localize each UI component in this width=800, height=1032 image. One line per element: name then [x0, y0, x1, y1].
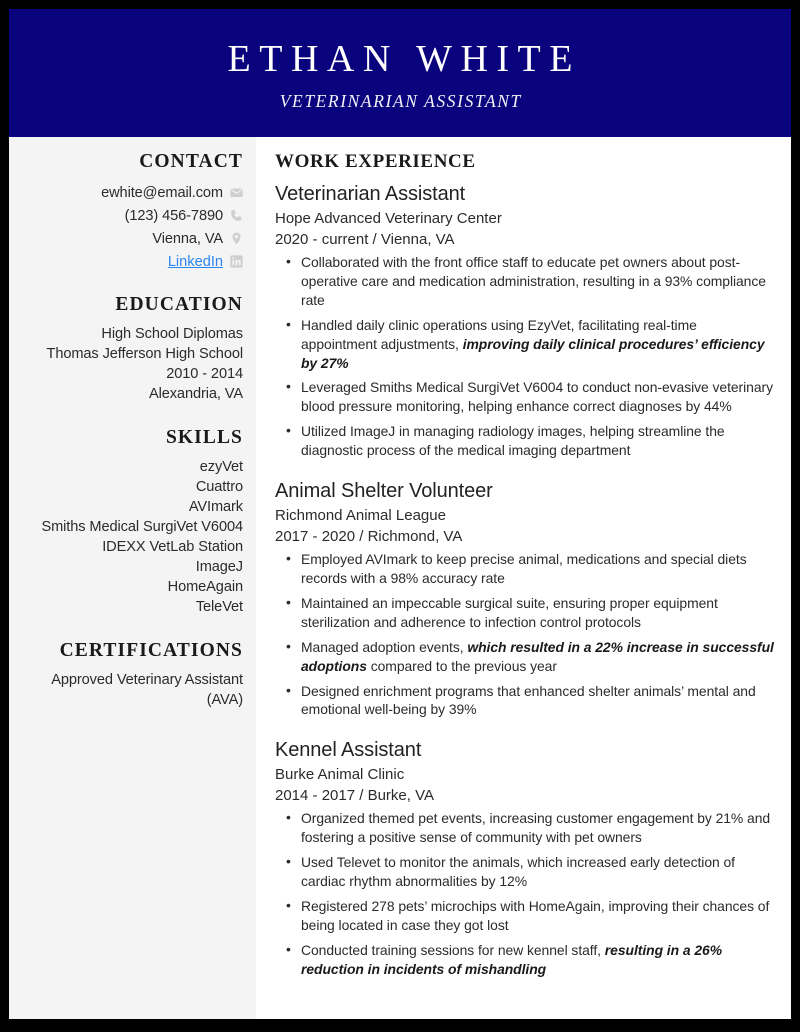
job-bullet: • Conducted training sessions for new kennel staff, resulting in a 26% reduction in incidents of mishandling — [275, 941, 775, 979]
contact-section — [17, 151, 243, 272]
candidate-role: VETERINARIAN ASSISTANT — [279, 91, 522, 112]
main-column — [256, 137, 791, 1019]
skill-item-7: TeleVet — [195, 598, 243, 615]
contact-item-2 — [17, 228, 243, 249]
certifications-list — [17, 671, 243, 711]
education-line-3: Alexandria, VA — [148, 385, 243, 402]
job-bullet-list — [275, 809, 775, 978]
job-entry — [275, 479, 775, 719]
education-list — [17, 325, 243, 405]
education-line-2: 2010 - 2014 — [166, 365, 243, 382]
skills-list — [17, 458, 243, 618]
education-section — [17, 294, 243, 405]
job-bullet: • Handled daily clinic operations using EzyVet, facilitating real-time appointment adjustments, improving daily clinical procedures’ efficiency by 27% — [275, 316, 775, 373]
contact-item-0 — [17, 182, 243, 203]
job-bullet-list — [275, 550, 775, 719]
skills-heading: SKILLS — [165, 426, 243, 448]
linkedin-icon — [230, 255, 243, 268]
education-heading: EDUCATION — [115, 294, 243, 315]
certification-item-0: Approved Veterinary Assistant (AVA) — [51, 671, 243, 708]
job-bullet: • Utilized ImageJ in managing radiology images, helping streamline the diagnostic process of the medical imaging department — [275, 422, 775, 460]
contact-item-label[interactable]: LinkedIn — [167, 253, 223, 270]
contact-heading: CONTACT — [139, 151, 243, 172]
job-title: Kennel Assistant — [275, 739, 422, 762]
job-title: Animal Shelter Volunteer — [275, 480, 493, 503]
certifications-section — [17, 640, 243, 711]
phone-icon — [230, 209, 243, 222]
job-entry — [275, 182, 775, 460]
resume-page — [9, 9, 791, 1019]
skills-section — [17, 427, 243, 618]
job-list — [275, 182, 775, 979]
skill-item-1: Cuattro — [195, 478, 243, 495]
job-company: Hope Advanced Veterinary Center — [275, 210, 502, 227]
location-pin-icon — [230, 232, 243, 245]
bullet-highlight: improving daily clinical procedures’ efficiency by 27% — [301, 335, 765, 371]
envelope-icon — [230, 186, 243, 199]
job-bullet: • Designed enrichment programs that enhanced shelter animals’ mental and emotional well-being by 39% — [275, 682, 775, 720]
job-bullet-list — [275, 253, 775, 460]
job-company: Burke Animal Clinic — [275, 766, 405, 784]
job-bullet: • Leveraged Smiths Medical SurgiVet V6004 to conduct non-evasive veterinary blood pressure monitoring, helping enhance correct diagnoses by 44% — [275, 378, 775, 416]
sidebar — [9, 137, 256, 1019]
bullet-highlight: resulting in a 26% reduction in incidents of mishandling — [301, 941, 723, 977]
job-bullet: • Managed adoption events, which resulted in a 22% increase in successful adoptions compared to the previous year — [275, 638, 775, 676]
contact-item-label: ewhite@email.com — [101, 184, 223, 201]
job-title: Veterinarian Assistant — [275, 183, 466, 205]
resume-body — [9, 137, 791, 1019]
job-bullet: • Organized themed pet events, increasing customer engagement by 21% and fostering a positive sense of community with pet owners — [275, 809, 775, 847]
skill-item-2: AVImark — [188, 498, 243, 515]
skill-item-4: IDEXX VetLab Station — [102, 538, 243, 555]
contact-item-3[interactable] — [17, 251, 243, 272]
contact-item-1 — [17, 205, 243, 226]
education-line-1: Thomas Jefferson High School — [46, 345, 243, 362]
candidate-name: ETHAN WHITE — [227, 37, 581, 80]
job-dates-location: 2020 - current / Vienna, VA — [275, 231, 455, 248]
job-bullet: • Collaborated with the front office staff to educate pet owners about post-operative care and medication administration, resulting in a 93% compliance rate — [275, 253, 775, 310]
bullet-highlight: which resulted in a 22% increase in successful adoptions — [301, 638, 774, 674]
skill-item-0: ezyVet — [199, 458, 243, 475]
job-company: Richmond Animal League — [275, 507, 446, 525]
job-bullet: • Employed AVImark to keep precise animal, medications and special diets records with a 98% accuracy rate — [275, 550, 775, 588]
certifications-heading: CERTIFICATIONS — [59, 639, 243, 661]
skill-item-5: ImageJ — [195, 558, 243, 575]
skill-item-6: HomeAgain — [167, 578, 243, 595]
job-bullet: • Used Televet to monitor the animals, which increased early detection of cardiac rhythm abnormalities by 12% — [275, 853, 775, 891]
job-bullet: • Registered 278 pets’ microchips with HomeAgain, improving their chances of being located in case they got lost — [275, 897, 775, 935]
job-bullet: • Maintained an impeccable surgical suite, ensuring proper equipment sterilization and adherence to infection control protocols — [275, 594, 775, 632]
skill-item-3: Smiths Medical SurgiVet V6004 — [41, 518, 243, 535]
job-dates-location: 2014 - 2017 / Burke, VA — [275, 787, 434, 805]
education-line-0: High School Diplomas — [101, 326, 243, 342]
contact-item-label: (123) 456-7890 — [124, 207, 223, 224]
job-entry — [275, 738, 775, 978]
resume-header — [9, 9, 791, 137]
job-dates-location: 2017 - 2020 / Richmond, VA — [275, 528, 463, 546]
contact-list — [17, 182, 243, 272]
work-experience-heading: WORK EXPERIENCE — [275, 151, 476, 172]
contact-item-label: Vienna, VA — [152, 230, 223, 247]
